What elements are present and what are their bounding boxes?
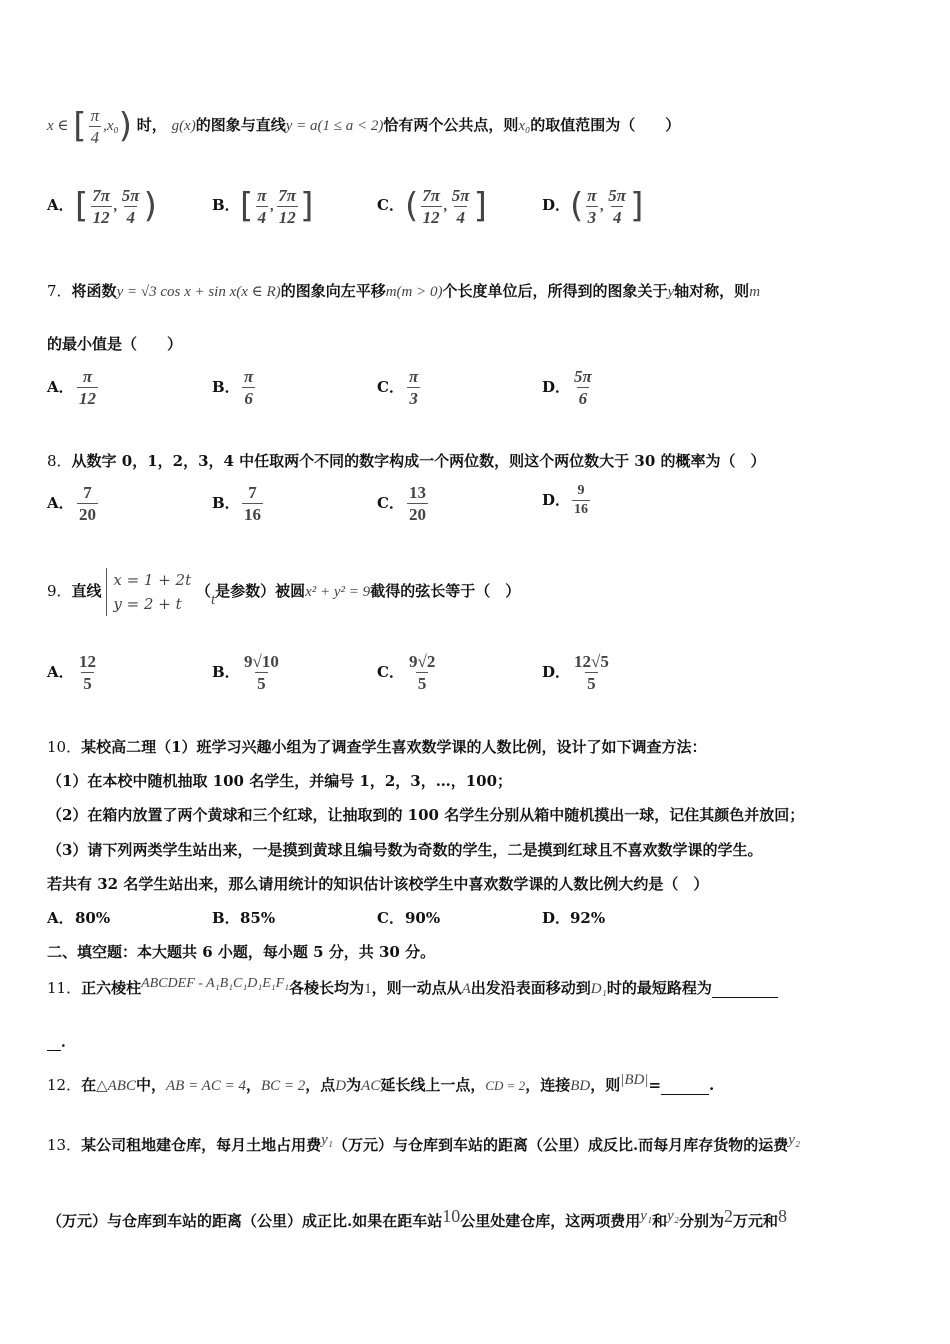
q10-line5: 若共有 32 名学生站出来，那么请用统计的知识估计该校学生中喜欢数学课的人数比例大约是（ ） xyxy=(47,875,709,893)
q8-stem: 8．从数字 0，1，2，3，4 中任取两个不同的数字构成一个两位数，则这个两位数大于 30 的概率为（ ） xyxy=(47,452,766,470)
q13-stem: 13．某公司租地建仓库，每月土地占用费y₁（万元）与仓库到车站的距离（公里）成反比.而每月库存货物的运费y₂ xyxy=(47,1132,801,1154)
q11-answer-blank[interactable] xyxy=(712,979,778,998)
q8-option-b[interactable]: B． $\frac{7}{16}$ xyxy=(212,483,261,524)
q8-option-a[interactable]: A． $\frac{7}{20}$ xyxy=(47,483,96,524)
q7-option-c[interactable]: C． $\frac{\pi}{3}$ xyxy=(377,367,419,408)
q11-stem: 11．正六棱柱ABCDEF - A₁B₁C₁D₁E₁F₁各棱长均为1，则一动点从A出发沿表面移动到D₁时的最短路程为 xyxy=(47,976,778,998)
q7-option-b[interactable]: B． $\frac{\pi}{6}$ xyxy=(212,367,254,408)
q6-prefix: x ∈ xyxy=(47,118,69,134)
q6-stem: x ∈ [ $\frac{\pi}{4}$ ,x₀) 时， g(x)的图象与直线y = a(1 ≤ a < 2)恰有两个公共点，则x₀的取值范围为（ ） xyxy=(47,105,681,147)
q6-option-c[interactable]: C．( $\frac{7\pi}{12}$ , $\frac{5\pi}{4}$ ] xyxy=(377,185,487,227)
q8-option-c[interactable]: C． $\frac{13}{20}$ xyxy=(377,483,426,524)
q7-func: y = √3 cos x + sin x(x ∈ R) xyxy=(116,284,281,300)
q12-stem: 12．在△ABC中，AB = AC = 4，BC = 2，点D为AC延长线上一点，CD = 2，连接BD，则|BD|= . xyxy=(47,1072,715,1094)
q10-option-b[interactable]: B．85% xyxy=(212,909,276,927)
q8-option-d[interactable]: D． $\frac{9}{16}$ xyxy=(542,483,588,517)
q10-option-a[interactable]: A．80% xyxy=(47,909,111,927)
q6-bracket-open: [ xyxy=(73,106,87,146)
q7-option-a[interactable]: A． $\frac{\pi}{12}$ xyxy=(47,367,96,408)
q6-option-d[interactable]: D．( $\frac{\pi}{3}$ , $\frac{5\pi}{4}$ ] xyxy=(542,185,644,227)
q10-line4: （3）请下列两类学生站出来，一是摸到黄球且编号数为奇数的学生，二是摸到红球且不喜欢数学课的学生。 xyxy=(47,841,763,859)
q6-line-eq: y = a(1 ≤ a < 2) xyxy=(285,118,384,134)
q9-circle: x² + y² = 9 xyxy=(305,584,371,600)
q9-param-system: x = 1 + 2t y = 2 + t xyxy=(106,568,191,616)
q6-option-a[interactable]: A．[ $\frac{7\pi}{12}$ , $\frac{5\pi}{4}$ ) xyxy=(47,185,157,227)
q13-stem-cont: （万元）与仓库到车站的距离（公里）成正比.如果在距车站10公里处建仓库，这两项费用y₁和y₂分别为2万元和8 xyxy=(47,1206,788,1230)
q6-func: g(x) xyxy=(171,118,196,134)
q7-option-d[interactable]: D． $\frac{5\pi}{6}$ xyxy=(542,367,592,408)
q10-option-d[interactable]: D．92% xyxy=(542,909,606,927)
q9-option-c[interactable]: C． $\frac{9√2}{5}$ xyxy=(377,652,436,693)
q6-option-b[interactable]: B．[ $\frac{\pi}{4}$ , $\frac{7\pi}{12}$ ] xyxy=(212,185,314,227)
q11-prism: ABCDEF - A₁B₁C₁D₁E₁F₁ xyxy=(141,976,290,991)
section-heading: 二、填空题：本大题共 6 小题，每小题 5 分，共 30 分。 xyxy=(47,943,436,961)
q10-line2: （1）在本校中随机抽取 100 名学生，并编号 1，2，3，…，100； xyxy=(47,772,513,790)
q6-bracket-close: ) xyxy=(118,106,132,146)
q7-stem-cont: 的最小值是（ ） xyxy=(47,335,183,353)
q7-stem: 7．将函数y = √3 cos x + sin x(x ∈ R)的图象向左平移m(m > 0)个长度单位后，所得到的图象关于y轴对称，则m xyxy=(47,282,761,300)
q9-option-a[interactable]: A． $\frac{12}{5}$ xyxy=(47,652,96,693)
q9-option-b[interactable]: B． $\frac{9√10}{5}$ xyxy=(212,652,279,693)
q11-answer-blank-cont[interactable] xyxy=(47,1032,61,1051)
q6-interval-lo: $\frac{\pi}{4}$ xyxy=(90,105,100,147)
q10-line3: （2）在箱内放置了两个黄球和三个红球，让抽取到的 100 名学生分别从箱中随机摸出一球，记住其颜色并放回； xyxy=(47,806,805,824)
q12-answer-blank[interactable] xyxy=(661,1076,709,1095)
q11-tail: ． xyxy=(47,1030,76,1051)
q9-stem: 9．直线 x = 1 + 2t y = 2 + t （t是参数）被圆x² + y² = 9截得的弦长等于（ ） xyxy=(47,568,520,616)
q10-line1: 10．某校高二理（1）班学习兴趣小组为了调查学生喜欢数学课的人数比例，设计了如下调查方法： xyxy=(47,738,707,756)
q6-interval-hi: x₀ xyxy=(106,118,119,134)
q6-var: x₀ xyxy=(518,118,531,134)
q7-shift: m(m > 0) xyxy=(385,284,443,300)
q9-option-d[interactable]: D． $\frac{12√5}{5}$ xyxy=(542,652,609,693)
q10-option-c[interactable]: C．90% xyxy=(377,909,441,927)
